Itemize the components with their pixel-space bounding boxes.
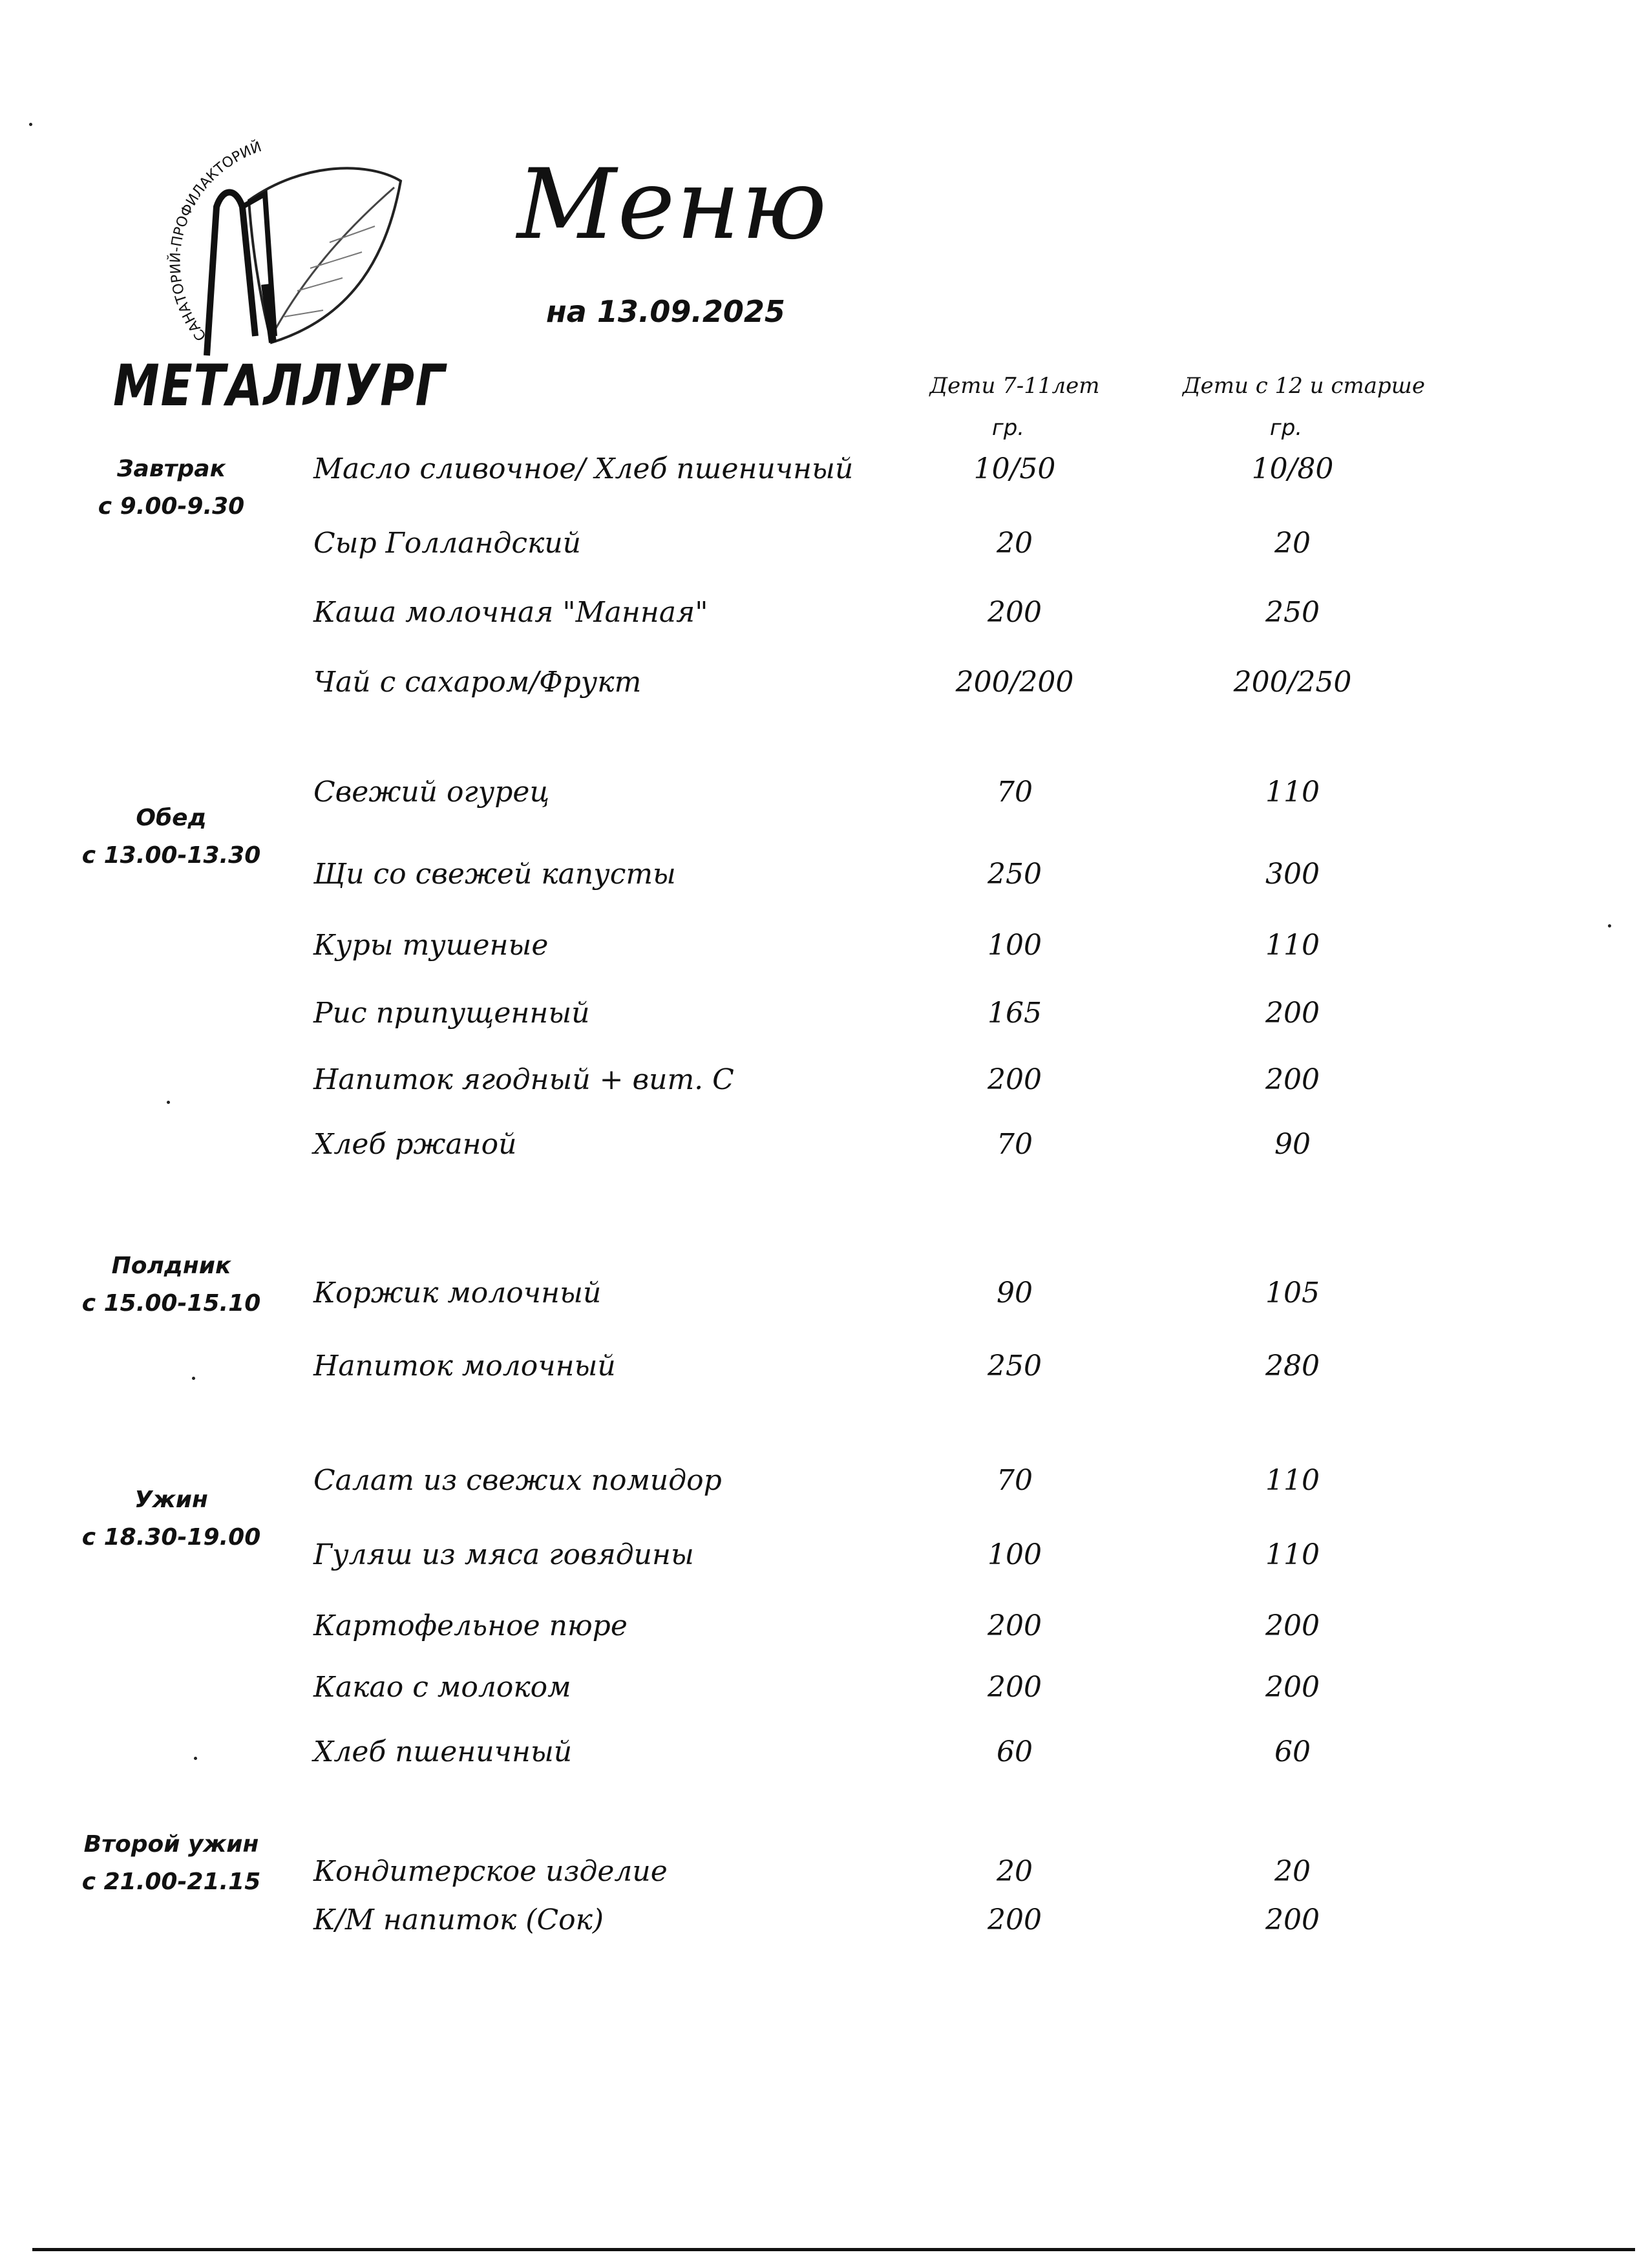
portion-group2: 200 [1265, 1671, 1320, 1704]
portion-group2: 110 [1265, 929, 1320, 962]
portion-group2: 20 [1274, 527, 1311, 560]
menu-date: на 13.09.2025 [546, 294, 785, 329]
sanatorium-logo [110, 123, 447, 420]
portion-group1: 100 [988, 929, 1042, 962]
portion-group2: 300 [1265, 858, 1320, 891]
portion-group2: 110 [1265, 1464, 1320, 1497]
portion-group2: 90 [1274, 1128, 1311, 1161]
portion-group2: 200 [1265, 1063, 1320, 1096]
portion-group1: 70 [997, 1464, 1033, 1497]
portion-group1: 20 [997, 527, 1033, 560]
meal-time: с 9.00-9.30 [98, 493, 245, 520]
portion-group1: 250 [988, 1350, 1042, 1383]
portion-group2: 10/80 [1251, 452, 1334, 485]
portion-group1: 200/200 [955, 666, 1074, 699]
scan-speck [167, 1101, 170, 1104]
meal-name: Ужин [134, 1487, 208, 1513]
portion-group2: 110 [1265, 776, 1320, 809]
meal-name: Завтрак [116, 456, 226, 482]
dish-item: Свежий огурец [313, 776, 550, 809]
logo-wordmark: МЕТАЛЛУРГ [113, 352, 447, 419]
portion-group1: 200 [988, 1609, 1042, 1642]
portion-group1: 200 [988, 596, 1042, 629]
meal-afternoon-snack [68, 1247, 275, 1322]
page-title: Меню [517, 149, 829, 261]
portion-group2: 200 [1265, 997, 1320, 1030]
dish-item: Хлеб ржаной [313, 1128, 517, 1161]
dish-item: Рис припущенный [313, 997, 590, 1030]
scan-speck [1608, 924, 1611, 927]
meal-time: с 15.00-15.10 [81, 1290, 261, 1317]
dish-item: Коржик молочный [313, 1277, 602, 1309]
portion-group1: 70 [997, 776, 1033, 809]
meal-breakfast [68, 450, 275, 525]
meal-time: с 13.00-13.30 [81, 842, 261, 869]
portion-group1: 200 [988, 1671, 1042, 1704]
dish-item: Сыр Голландский [313, 527, 582, 560]
meal-lunch [68, 800, 275, 874]
scan-speck [194, 1757, 197, 1760]
dish-item: Куры тушеные [313, 929, 549, 962]
dish-item: К/М напиток (Сок) [313, 1903, 604, 1936]
dish-item: Хлеб пшеничный [313, 1735, 573, 1768]
scan-speck [192, 1377, 195, 1380]
portion-group1: 70 [997, 1128, 1033, 1161]
meal-name: Полдник [111, 1253, 231, 1279]
portion-group1: 60 [997, 1735, 1033, 1768]
meal-name: Обед [136, 805, 207, 831]
dish-item: Каша молочная "Манная" [313, 596, 708, 629]
portion-group1: 10/50 [973, 452, 1056, 485]
scan-edge-line [32, 2248, 1635, 2251]
dish-item: Кондитерское изделие [313, 1855, 668, 1888]
unit-label-group2: гр. [1269, 415, 1303, 441]
portion-group1: 200 [988, 1063, 1042, 1096]
portion-group1: 200 [988, 1903, 1042, 1936]
dish-item: Гуляш из мяса говядины [313, 1538, 694, 1571]
dish-item: Напиток молочный [313, 1350, 616, 1383]
dish-item: Салат из свежих помидор [313, 1464, 722, 1497]
portion-group2: 105 [1265, 1277, 1320, 1309]
portion-group2: 280 [1265, 1350, 1320, 1383]
column-header-children-7-11: Дети 7-11лет [929, 373, 1100, 399]
dish-item: Картофельное пюре [313, 1609, 628, 1642]
portion-group2: 60 [1274, 1735, 1311, 1768]
meal-dinner [68, 1481, 275, 1556]
scan-speck [29, 123, 32, 126]
portion-group2: 200/250 [1233, 666, 1352, 699]
meal-second-dinner [61, 1826, 281, 1901]
portion-group2: 250 [1265, 596, 1320, 629]
dish-item: Чай с сахаром/Фрукт [313, 666, 642, 699]
portion-group1: 90 [997, 1277, 1033, 1309]
meal-time: с 21.00-21.15 [81, 1869, 261, 1895]
meal-time: с 18.30-19.00 [81, 1524, 261, 1551]
meal-name: Второй ужин [83, 1831, 259, 1858]
unit-label-group1: гр. [991, 415, 1025, 441]
portion-group1: 20 [997, 1855, 1033, 1888]
portion-group1: 100 [988, 1538, 1042, 1571]
portion-group2: 110 [1265, 1538, 1320, 1571]
portion-group1: 165 [988, 997, 1042, 1030]
column-header-children-12-plus: Дети с 12 и старше [1183, 373, 1425, 399]
dish-item: Масло сливочное/ Хлеб пшеничный [313, 452, 854, 485]
portion-group2: 200 [1265, 1609, 1320, 1642]
portion-group2: 200 [1265, 1903, 1320, 1936]
logo-arc-text: САНАТОРИЙ-ПРОФИЛАКТОРИЙ [167, 138, 264, 344]
dish-item: Напиток ягодный + вит. С [313, 1063, 734, 1096]
portion-group1: 250 [988, 858, 1042, 891]
dish-item: Какао с молоком [313, 1671, 571, 1704]
portion-group2: 20 [1274, 1855, 1311, 1888]
dish-item: Щи со свежей капусты [313, 858, 676, 891]
